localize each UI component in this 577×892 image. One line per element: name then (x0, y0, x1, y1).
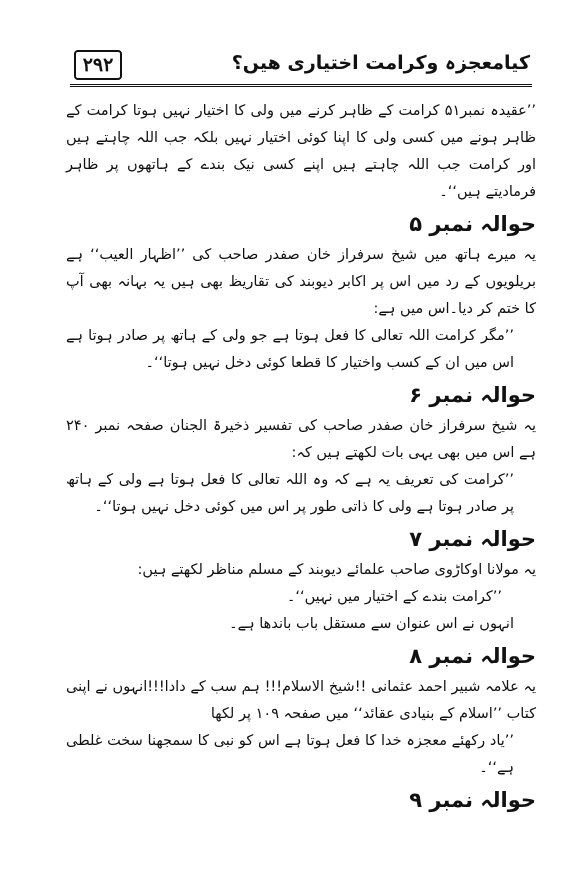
heading-reference-6: حوالہ نمبر ۶ (409, 383, 536, 407)
quote-izhar-ul-aib: ’’مگر کرامت اللہ تعالی کا فعل ہوتا ہے جو ولی کے ہاتھ پر صادر ہوتا ہے اس میں ان کے کسب واختیار کا قطعا کوئی دخل نہیں ہوتا‘‘۔ (66, 328, 514, 371)
quote-zakhira: ’’کرامت کی تعریف یہ ہے کہ وہ اللہ تعالی کا فعل ہوتا ہے ولی کے ہاتھ پر صادر ہوتا ہے ولی کا ذاتی طور پر اس میں کوئی دخل نہیں ہوتا‘‘۔ (66, 472, 514, 515)
paragraph-chapter-note: انہوں نے اس عنوان سے مستقل باب باندھا ہے۔ (229, 616, 514, 632)
paragraph-zakhira: یہ شیخ سرفراز خان صفدر صاحب کی تفسیر ذخیرۃ الجنان صفحہ نمبر ۲۴۰ ہے اس میں بھی یہی بات لکھتے ہیں کہ: (66, 418, 536, 461)
paragraph-okarvi: یہ مولانا اوکاڑوی صاحب علمائے دیوبند کے مسلم مناظر لکھتے ہیں: (137, 562, 536, 578)
heading-reference-8: حوالہ نمبر ۸ (409, 644, 536, 668)
heading-reference-7: حوالہ نمبر ۷ (409, 527, 536, 551)
quote-usmani: ’’یاد رکھئے معجزہ خدا کا فعل ہوتا ہے اس کو نبی کا سمجھنا سخت غلطی ہے‘‘۔ (66, 733, 514, 776)
page-body (66, 98, 536, 818)
running-title: کیامعجزہ وکرامت اختیاری ھیں؟ (231, 52, 530, 74)
page-header (70, 50, 532, 87)
paragraph-aqeeda: ’’عقیدہ نمبر۵۱ کرامت کے ظاہر کرنے میں ولی کا اختیار نہیں ہوتا کرامت کے ظاہر ہونے میں کسی ولی کا اپنا کوئی اختیار نہیں بلکہ جب اللہ چاہتے ہیں اور کرامت جب اللہ چاہتے ہیں اپنے کسی نیک بندے کے ہاتھوں پر ظاہر فرمادیتے ہیں‘‘۔ (66, 103, 536, 200)
paragraph-izhar-ul-aib: یہ میرے ہاتھ میں شیخ سرفراز خان صفدر صاحب کی ’’اظہار العیب‘‘ ہے بریلویوں کے رد میں اس پر اکابر دیوبند کی تقاریظ بھی ہیں یہ بہانہ بھی آپ کا ختم کر دیا۔اس میں ہے: (66, 247, 536, 317)
quote-okarvi: ’’کرامت بندے کے اختیار میں نہیں‘‘۔ (286, 589, 502, 605)
heading-reference-5: حوالہ نمبر ۵ (409, 212, 536, 236)
paragraph-usmani: یہ علامہ شبیر احمد عثمانی !!شیخ الاسلام!!! ہم سب کے دادا!!!انہوں نے اپنی کتاب ’’اسلام کے بنیادی عقائد‘‘ میں صفحہ ۱۰۹ پر لکھا (66, 679, 536, 722)
page-number: ۲۹۲ (74, 50, 122, 80)
heading-reference-9: حوالہ نمبر ۹ (409, 788, 536, 812)
